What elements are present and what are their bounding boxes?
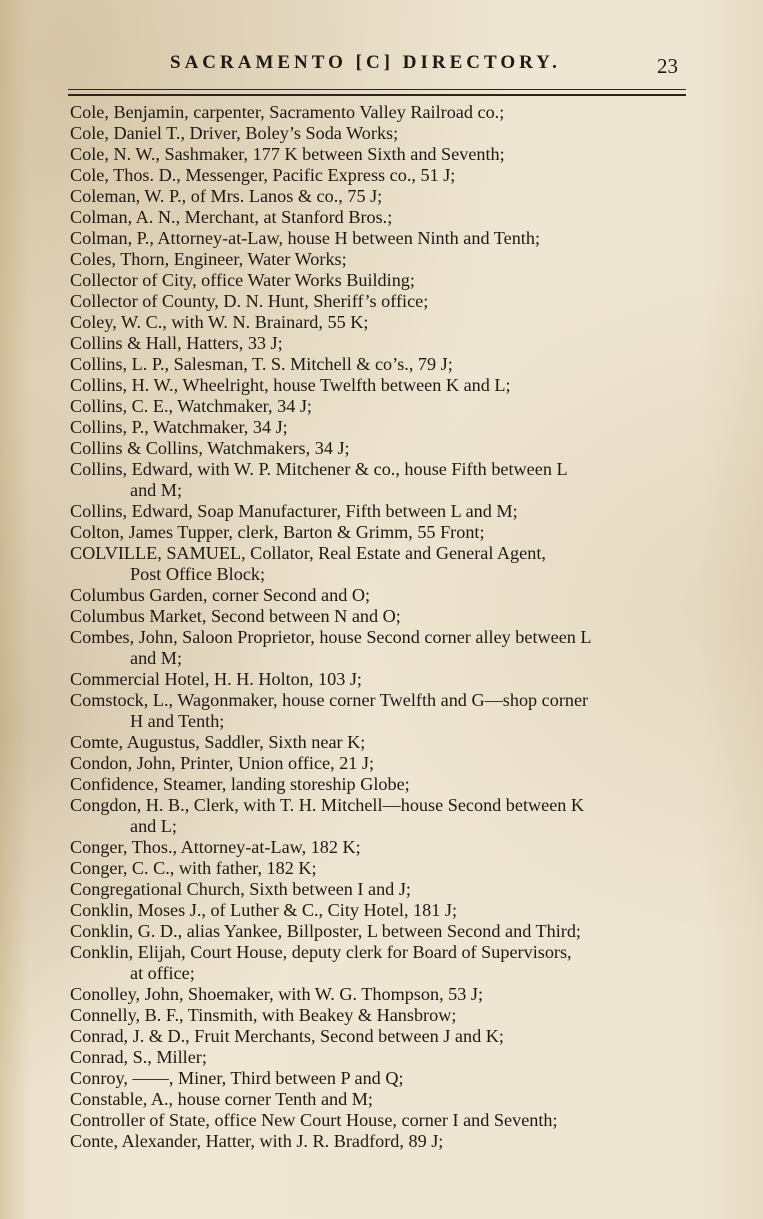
entry-continuation: H and Tenth; bbox=[130, 711, 225, 731]
entry-line: Colton, James Tupper, clerk, Barton & Grimm, 55 Front; bbox=[70, 522, 485, 542]
running-title: SACRAMENTO [C] DIRECTORY. bbox=[170, 52, 561, 73]
entry-line: Cole, N. W., Sashmaker, 177 K between Sixth and Seventh; bbox=[70, 144, 505, 164]
entry-line: Commercial Hotel, H. H. Holton, 103 J; bbox=[70, 669, 362, 689]
entry-continuation: at office; bbox=[130, 963, 195, 983]
entry-line: Congregational Church, Sixth between I and J; bbox=[70, 879, 411, 899]
entry-line: Collins & Hall, Hatters, 33 J; bbox=[70, 333, 283, 353]
entry-line: Conger, Thos., Attorney-at-Law, 182 K; bbox=[70, 837, 361, 857]
entry-line: Conger, C. C., with father, 182 K; bbox=[70, 858, 317, 878]
entry-line: Collector of City, office Water Works Building; bbox=[70, 270, 415, 290]
entry-line: Conrad, J. & D., Fruit Merchants, Second between J and K; bbox=[70, 1026, 504, 1046]
entry-line: Coleman, W. P., of Mrs. Lanos & co., 75 J; bbox=[70, 186, 383, 206]
entry-line: Coles, Thorn, Engineer, Water Works; bbox=[70, 249, 347, 269]
entry-line: Collector of County, D. N. Hunt, Sheriff’s office; bbox=[70, 291, 429, 311]
entry-line: Constable, A., house corner Tenth and M; bbox=[70, 1089, 373, 1109]
entry-line: Collins, L. P., Salesman, T. S. Mitchell & co’s., 79 J; bbox=[70, 354, 453, 374]
entry-line: Condon, John, Printer, Union office, 21 J; bbox=[70, 753, 375, 773]
entry-line: Comstock, L., Wagonmaker, house corner Twelfth and G—shop corner bbox=[70, 690, 589, 710]
entry-line: Conte, Alexander, Hatter, with J. R. Bradford, 89 J; bbox=[70, 1131, 444, 1151]
entry-line: Conrad, S., Miller; bbox=[70, 1047, 207, 1067]
entry-line: Conolley, John, Shoemaker, with W. G. Thompson, 53 J; bbox=[70, 984, 484, 1004]
entry-line: Collins, Edward, with W. P. Mitchener & co., house Fifth between L bbox=[70, 459, 568, 479]
entry-line: Confidence, Steamer, landing storeship Globe; bbox=[70, 774, 410, 794]
entry-line: Colman, P., Attorney-at-Law, house H between Ninth and Tenth; bbox=[70, 228, 540, 248]
entry-line: Congdon, H. B., Clerk, with T. H. Mitchell—house Second between K bbox=[70, 795, 585, 815]
entry-line: Collins & Collins, Watchmakers, 34 J; bbox=[70, 438, 350, 458]
entry-line: Comte, Augustus, Saddler, Sixth near K; bbox=[70, 732, 366, 752]
entry-line: Conklin, G. D., alias Yankee, Billposter, L between Second and Third; bbox=[70, 921, 581, 941]
entry-line: Combes, John, Saloon Proprietor, house Second corner alley between L bbox=[70, 627, 592, 647]
header-rule bbox=[68, 89, 686, 96]
entry-line: Connelly, B. F., Tinsmith, with Beakey & Hansbrow; bbox=[70, 1005, 457, 1025]
entry-line: Collins, C. E., Watchmaker, 34 J; bbox=[70, 396, 312, 416]
entry-line: Coley, W. C., with W. N. Brainard, 55 K; bbox=[70, 312, 369, 332]
entry-line: Colman, A. N., Merchant, at Stanford Bros.; bbox=[70, 207, 393, 227]
entry-line: Columbus Market, Second between N and O; bbox=[70, 606, 401, 626]
entry-line: Controller of State, office New Court House, corner I and Seventh; bbox=[70, 1110, 558, 1130]
entry-line: Cole, Benjamin, carpenter, Sacramento Valley Railroad co.; bbox=[70, 102, 505, 122]
entry-line: Cole, Daniel T., Driver, Boley’s Soda Works; bbox=[70, 123, 399, 143]
entry-line: COLVILLE, SAMUEL, Collator, Real Estate and General Agent, bbox=[70, 543, 546, 563]
entry-line: Collins, P., Watchmaker, 34 J; bbox=[70, 417, 288, 437]
entry-line: Conroy, ——, Miner, Third between P and Q; bbox=[70, 1068, 404, 1088]
entry-line: Collins, Edward, Soap Manufacturer, Fifth between L and M; bbox=[70, 501, 518, 521]
entry-continuation: and M; bbox=[130, 648, 183, 668]
entry-line: Conklin, Elijah, Court House, deputy clerk for Board of Supervisors, bbox=[70, 942, 572, 962]
entry-line: Columbus Garden, corner Second and O; bbox=[70, 585, 371, 605]
entry-continuation: and M; bbox=[130, 480, 183, 500]
entry-continuation: Post Office Block; bbox=[130, 564, 266, 584]
entry-line: Collins, H. W., Wheelright, house Twelfth between K and L; bbox=[70, 375, 511, 395]
entry-continuation: and L; bbox=[130, 816, 177, 836]
page-header bbox=[0, 52, 763, 82]
directory-entries bbox=[70, 102, 695, 1152]
entry-line: Cole, Thos. D., Messenger, Pacific Express co., 51 J; bbox=[70, 165, 456, 185]
entry-line: Conklin, Moses J., of Luther & C., City Hotel, 181 J; bbox=[70, 900, 457, 920]
page-number: 23 bbox=[657, 54, 678, 78]
